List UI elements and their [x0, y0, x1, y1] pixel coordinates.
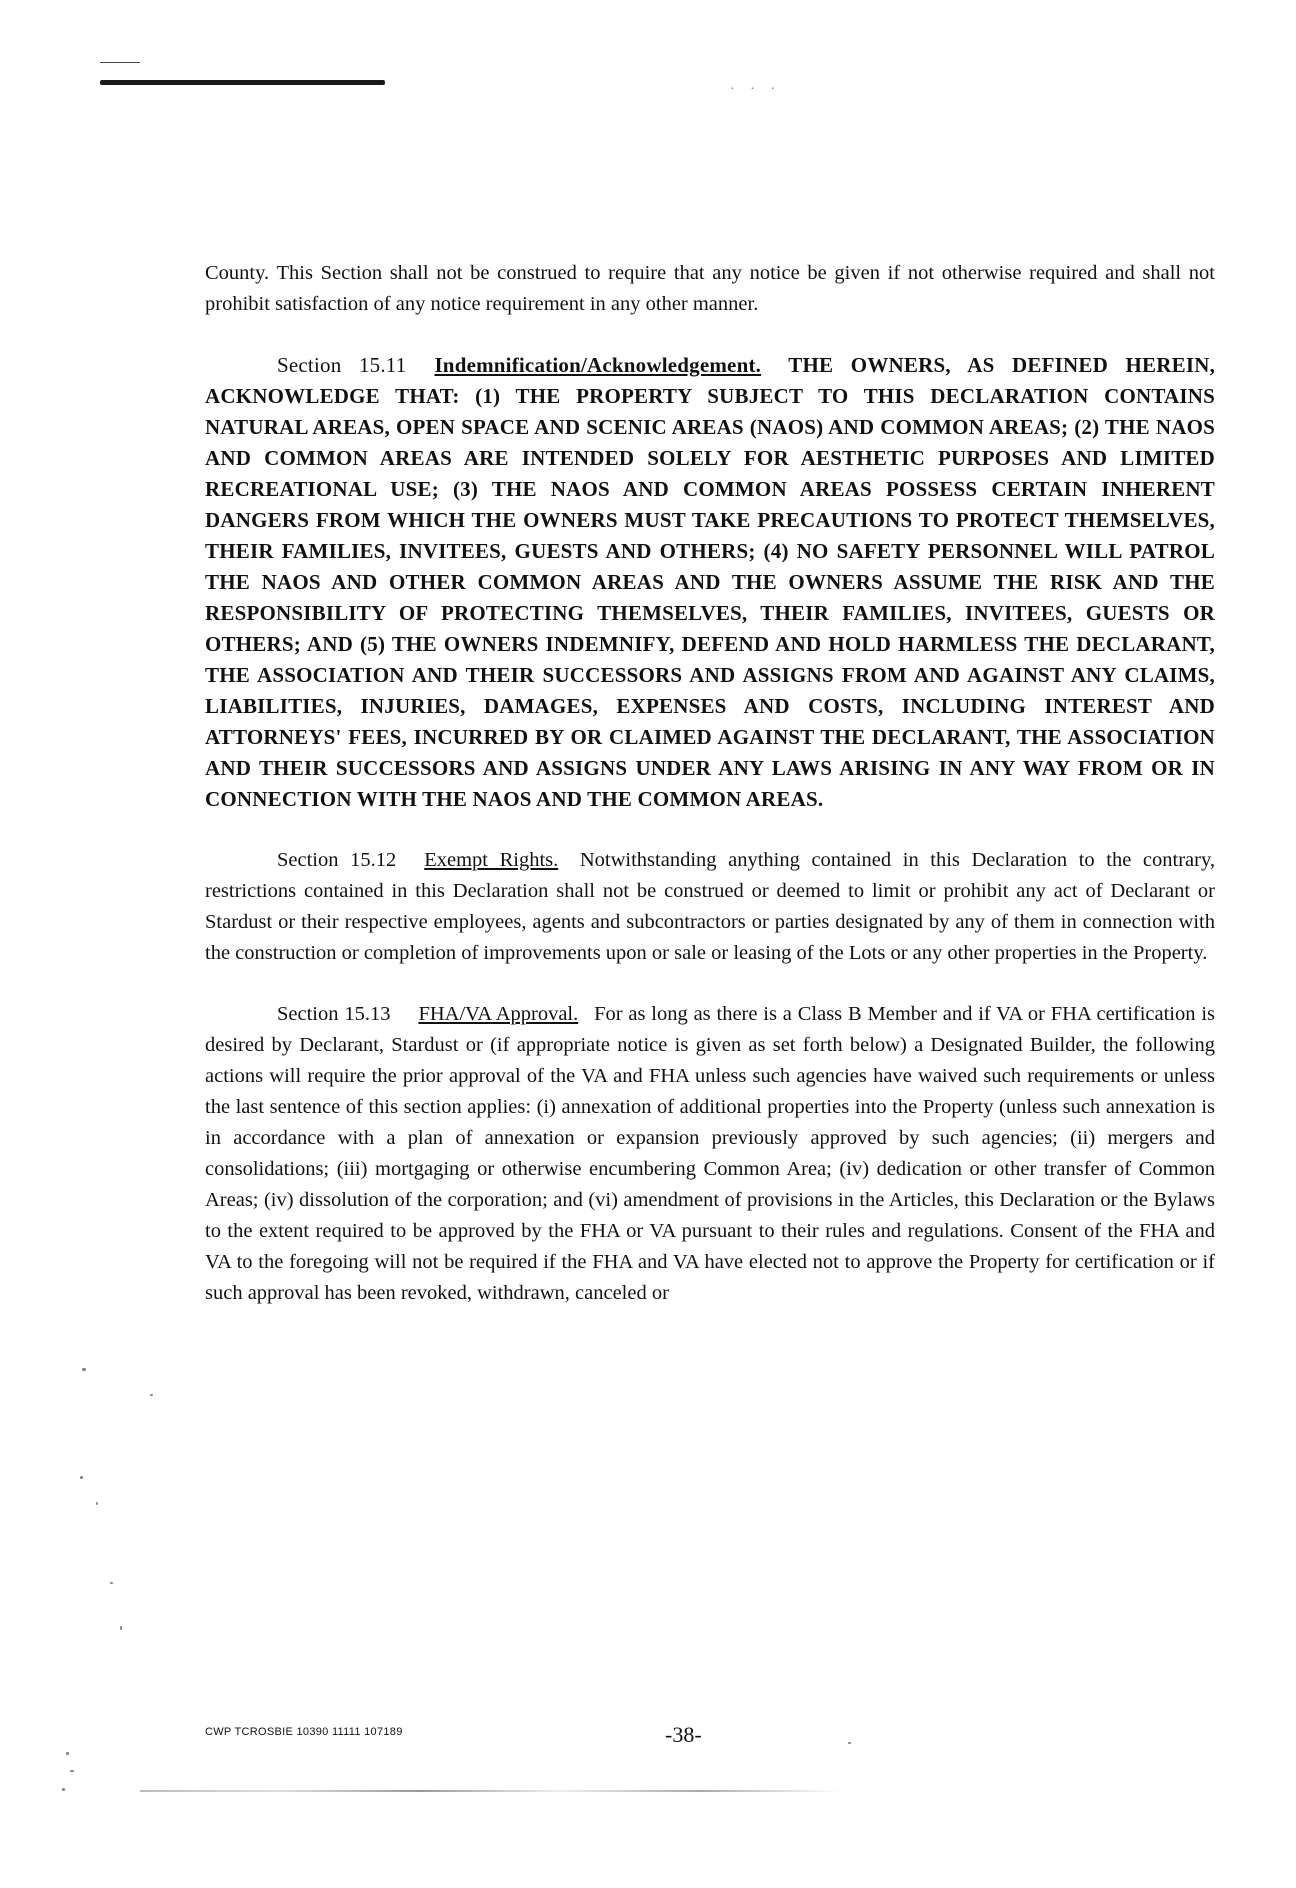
section-15-12 [205, 845, 1215, 969]
section-heading: Exempt Rights. [424, 849, 559, 871]
scan-artifact-line [100, 62, 140, 63]
scan-speck [96, 1502, 98, 1505]
scan-artifact-bottom [140, 1790, 840, 1792]
section-heading: Indemnification/Acknowledgement. [434, 353, 762, 377]
section-number: Section 15.12 [277, 849, 397, 871]
scan-speck [62, 1788, 65, 1791]
scan-speck [80, 1476, 83, 1479]
scan-artifact-bar [100, 80, 385, 85]
page-number: -38- [665, 1722, 702, 1747]
scan-speck [82, 1368, 86, 1371]
document-id: CWP TCROSBIE 10390 11111 107189 [205, 1726, 403, 1738]
section-body: Notwithstanding anything contained in this Declaration to the contrary, restrictions contained in this Declaration shall not be construed or deemed to limit or prohibit any act of Declarant or Stardust or their respective employees, agents and subcontractors or parties designated by any of them in connection with the construction or completion of improvements upon or sale or leasing of the Lots or any other properties in the Property. [205, 849, 1215, 964]
section-body: THE OWNERS, AS DEFINED HEREIN, ACKNOWLEDGE THAT: (1) THE PROPERTY SUBJECT TO THIS DECLARATION CONTAINS NATURAL AREAS, OPEN SPACE AND SCENIC AREAS (NAOS) AND COMMON AREAS; (2) THE NAOS AND COMMON AREAS ARE INTENDED SOLELY FOR AESTHETIC PURPOSES AND LIMITED RECREATIONAL USE; (3) THE NAOS AND COMMON AREAS POSSESS CERTAIN INHERENT DANGERS FROM WHICH THE OWNERS MUST TAKE PRECAUTIONS TO PROTECT THEMSELVES, THEIR FAMILIES, INVITEES, GUESTS AND OTHERS; (4) NO SAFETY PERSONNEL WILL PATROL THE NAOS AND OTHER COMMON AREAS AND THE OWNERS ASSUME THE RISK AND THE RESPONSIBILITY OF PROTECTING THEMSELVES, THEIR FAMILIES, INVITEES, GUESTS OR OTHERS; AND (5) THE OWNERS INDEMNIFY, DEFEND AND HOLD HARMLESS THE DECLARANT, THE ASSOCIATION AND THEIR SUCCESSORS AND ASSIGNS FROM AND AGAINST ANY CLAIMS, LIABILITIES, INJURIES, DAMAGES, EXPENSES AND COSTS, INCLUDING INTEREST AND ATTORNEYS' FEES, INCURRED BY OR CLAIMED AGAINST THE DECLARANT, THE ASSOCIATION AND THEIR SUCCESSORS AND ASSIGNS UNDER ANY LAWS ARISING IN ANY WAY FROM OR IN CONNECTION WITH THE NAOS AND THE COMMON AREAS. [205, 353, 1216, 811]
scan-speck [70, 1770, 74, 1772]
scan-speck [110, 1582, 113, 1584]
section-15-11 [205, 350, 1215, 815]
document-body [205, 258, 1215, 1309]
section-15-13 [205, 999, 1215, 1309]
section-body: For as long as there is a Class B Member and if VA or FHA certification is desired by Declarant, Stardust or (if appropriate notice is given as set forth below) a Designated Builder, the following actions will require the prior approval of the VA and FHA unless such agencies have waived such requirements or unless the last sentence of this section applies: (i) annexation of additional properties into the Property (unless such annexation is in accordance with a plan of annexation or expansion previously approved by such agencies; (ii) mergers and consolidations; (iii) mortgaging or otherwise encumbering Common Area; (iv) dedication or other transfer of Common Areas; (iv) dissolution of the corporation; and (vi) amendment of provisions in the Articles, this Declaration or the Bylaws to the extent required to be approved by the FHA or VA pursuant to their rules and regulations. Consent of the FHA and VA to the foregoing will not be required if the FHA and VA have elected not to approve the Property for certification or if such approval has been revoked, withdrawn, canceled or [205, 1003, 1216, 1304]
scan-speck [150, 1394, 153, 1396]
scan-speck [848, 1742, 851, 1744]
section-heading: FHA/VA Approval. [418, 1003, 579, 1025]
scan-speck [66, 1752, 69, 1755]
section-number: Section 15.11 [277, 353, 407, 377]
page-footer [205, 1722, 1215, 1752]
continuation-paragraph: County. This Section shall not be construed to require that any notice be given if not otherwise required and shall not prohibit satisfaction of any notice requirement in any other manner. [205, 262, 1215, 315]
scan-speck [120, 1626, 122, 1630]
scan-artifact-dots: · · · [730, 82, 781, 97]
section-number: Section 15.13 [277, 1003, 391, 1025]
